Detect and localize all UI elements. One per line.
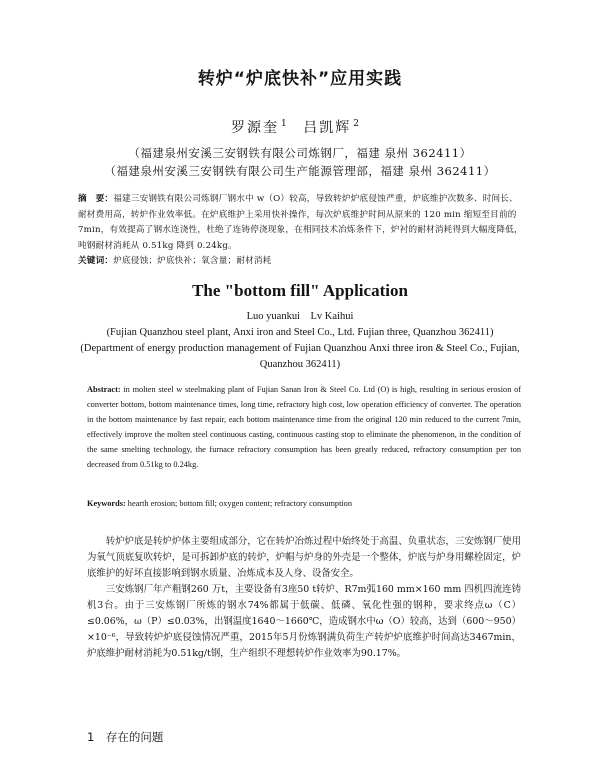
body-text [87,534,521,662]
author-1-mark: 1 [281,119,287,130]
english-affiliation-2: (Department of energy production management of Fujian Quanzhou Anxi three iron & Steel Co., Fujian, Quanzhou 362411) [80,343,520,370]
chinese-keywords-label: 关键词： [78,256,114,267]
chinese-abstract-text: 福建三安钢铁有限公司炼钢厂钢水中 w（O）较高，导致转炉炉底侵蚀严重，炉底维护次数多、时间长、耐材费用高，转炉作业效率低。在炉底维护上采用快补操作，每次炉底维护时间从原来的 120 min 缩短至目前的 7min，有效提高了钢水连浇性，杜绝了连铸停浇现象，在相同技术冶炼条件下，炉衬的耐材消耗得到大幅度降低，吨钢耐材消耗从 0.51kg 降到 0.24kg。 [78,194,523,251]
author-2-mark: 2 [353,119,359,130]
chinese-affiliation-1: （福建泉州安溪三安钢铁有限公司炼钢厂，福建 泉州 362411） [128,146,472,160]
english-keywords [87,499,521,508]
english-keywords-text: hearth erosion; bottom fill; oxygen content; refractory consumption [125,499,352,508]
chinese-title: 转炉“炉底快补”应用实践 [197,69,403,89]
section-heading: 1 存在的问题 [87,730,164,744]
body-paragraph-1: 转炉炉底是转炉炉体主要组成部分，它在转炉冶炼过程中始终处于高温、负重状态，三安炼钢厂使用为氧气顶底复吹转炉，是可拆卸炉底的转炉，炉帽与炉身的外壳是一个整体，炉底与炉身用螺栓固定，炉底维护的好坏直接影响到钢水质量、冶炼成本及人身、设备安全。 [87,536,521,579]
chinese-abstract-label: 摘 要： [78,194,114,204]
author-2-name: 吕凯辉 [303,120,352,136]
english-authors: Luo yuankui Lv Kaihui [246,311,354,322]
body-paragraph-2: 三安炼钢厂年产粗钢260 万t，主要设备有3座50 t转炉、R7m弧160 mm×160 mm 四机四流连铸机3台。由于三安炼钢厂所炼的钢水74%都属于低碳、低磷、氧化性强的钢种，要求终点ω（C）≤0.06%，ω（P）≤0.03%，出钢温度1640～1660℃，造成钢水中ω（O）较高，达到（600～950）×10⁻⁶，导致转炉炉底侵蚀情况严重，2015年5月份炼钢满负荷生产转炉炉底维护时间高达3467min，炉底维护耐材消耗为0.51kg/t钢，生产组织不理想转炉作业效率为90.17%。 [87,584,521,659]
english-affiliations [80,325,520,373]
chinese-abstract [78,192,526,270]
english-abstract-label: Abstract: [87,385,121,394]
chinese-authors [0,117,600,137]
chinese-affiliation-2: （福建泉州安溪三安钢铁有限公司生产能源管理部，福建 泉州 362411） [104,164,496,178]
english-abstract-text: in molten steel w steelmaking plant of Fujian Sanan Iron & Steel Co. Ltd (O) is high, resulting in serious erosion of converter bottom, bottom maintenance times, long time, refractory high cost, low operation efficiency of converter. The operation in the bottom maintenance by fast repair, each bottom maintenance time from the original 120 min reduced to the current 7min, effectively improve the molten steel continuous casting, continuous casting stop to eliminate the phenomenon, in the condition of the same smelting technology, the furnace refractory consumption has been greatly reduced, refractory consumption per ton decreased from 0.51kg to 0.24kg. [87,385,521,469]
english-title: The "bottom fill" Application [192,281,408,300]
author-1-name: 罗源奎 [231,120,280,136]
chinese-keywords [78,254,526,270]
english-keywords-label: Keywords: [87,499,126,508]
english-abstract [87,382,521,472]
english-affiliation-1: (Fujian Quanzhou steel plant, Anxi iron and Steel Co., Ltd. Fujian three, Quanzhou 362411) [106,327,494,338]
chinese-keywords-text: 炉底侵蚀；炉底快补；氧含量；耐材消耗 [113,256,272,267]
